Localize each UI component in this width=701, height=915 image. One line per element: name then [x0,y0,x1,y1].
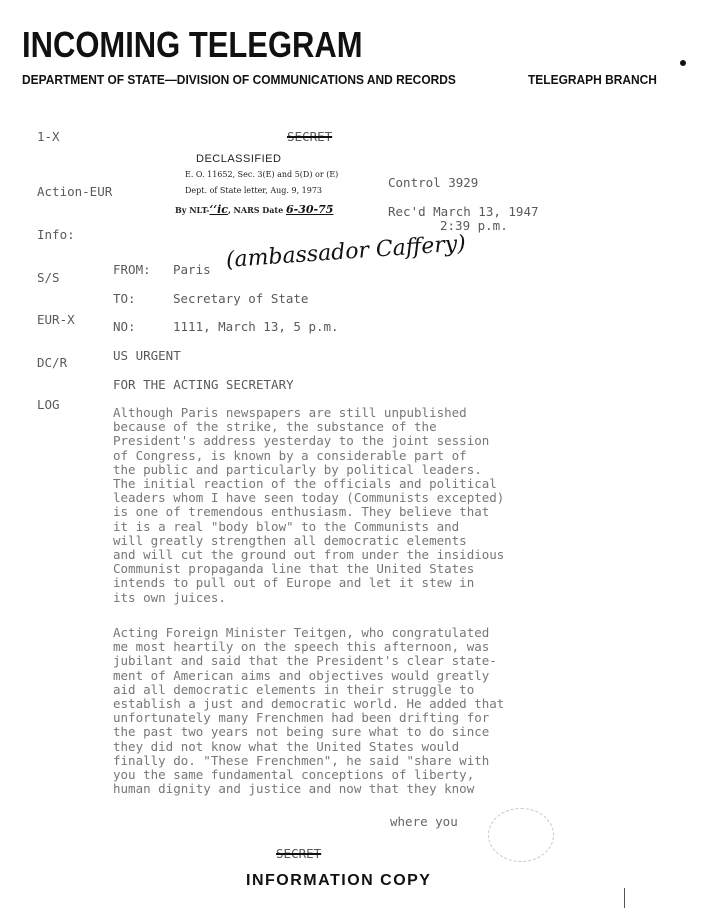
body-line: it is a real "body blow" to the Communists and [113,518,460,534]
by-label: By NLT- [175,205,210,215]
body-line: is one of tremendous enthusiasm. They believe that [113,504,490,520]
punch-dot [680,60,686,66]
number-label: NO: [113,319,136,334]
classification-top: SECRET [287,129,333,144]
serial-number: 1-X [37,129,60,144]
faint-stamp-mark [488,808,554,862]
body-line: Communist propaganda line that the United States [113,561,475,577]
body-line: leaders whom I have seen today (Communists excepted) [113,490,505,506]
body-line: unfortunately many Frenchmen had been drifting for [113,710,490,726]
continuation-text: where you [390,814,458,829]
routing-line: DC/R [37,354,68,370]
date-label: , NARS Date [227,205,284,215]
declassified-signature [175,203,333,216]
body-line: of Congress, is known by a considerable part of [113,447,467,463]
control-number: Control 3929 [388,175,479,190]
body-line: The initial reaction of the officials and political [113,476,497,492]
body-line: the public and particularly by political leaders. [113,461,482,477]
body-line: its own juices. [113,589,226,605]
by-value: ʻʻic [209,203,228,216]
classification-bottom: SECRET [276,846,322,861]
body-line: ment of American aims and objectives would greatly [113,667,490,683]
from-label: FROM: [113,262,151,277]
received-date: Rec'd March 13, 1947 [388,204,539,219]
declassified-letter: Dept. of State letter, Aug. 9, 1973 [185,186,323,195]
body-line: jubilant and said that the President's clear state- [113,653,497,669]
body-line: aid all democratic elements in their struggle to [113,681,475,697]
body-line: will greatly strengthen all democratic elements [113,532,467,548]
date-value: 6-30-75 [286,203,334,216]
number-value: 1111, March 13, 5 p.m. [173,319,339,334]
received-time: 2:39 p.m. [440,218,508,233]
body-line: you the same fundamental conceptions of liberty, [113,767,475,783]
to-label: TO: [113,291,136,306]
information-copy-label: INFORMATION COPY [246,872,432,889]
priority-label: US URGENT [113,348,181,363]
body-line: because of the strike, the substance of the [113,419,437,435]
body-line: the past two years not being sure what to do since [113,724,490,740]
routing-line: LOG [37,397,60,413]
routing-list [37,157,112,427]
edge-mark [624,888,625,908]
body-line: me most heartily on the speech this afternoon, was [113,639,490,655]
declassified-title: DECLASSIFIED [196,153,282,165]
body-line: President's address yesterday to the joint session [113,433,490,449]
routing-line: S/S [37,269,60,285]
body-line: they did not know what the United States would [113,738,460,754]
attention-line: FOR THE ACTING SECRETARY [113,377,294,392]
to-value: Secretary of State [173,291,309,306]
body-paragraph-1 [113,406,583,605]
branch-label: TELEGRAPH BRANCH [528,72,657,87]
body-line: and will cut the ground out from under the insidious [113,547,505,563]
body-line: finally do. "These Frenchmen", he said "share with [113,752,490,768]
routing-line: Info: [37,227,75,243]
body-line: establish a just and democratic world. He added that [113,696,505,712]
body-line: intends to pull out of Europe and let it stew in [113,575,475,591]
body-line: Acting Foreign Minister Teitgen, who congratulated [113,625,490,640]
department-line: DEPARTMENT OF STATE—DIVISION OF COMMUNICATIONS AND RECORDS [22,72,456,87]
from-value: Paris [173,262,211,277]
body-line: Although Paris newspapers are still unpublished [113,405,467,420]
handwritten-annotation: (ambassador Caffery) [225,231,467,273]
routing-line: EUR-X [37,312,75,328]
body-line: human dignity and justice and now that they know [113,781,475,797]
body-paragraph-2 [113,626,583,796]
declassified-authority: E. O. 11652, Sec. 3(E) and 5(D) or (E) [185,170,339,179]
telegram-title: INCOMING TELEGRAM [22,24,363,65]
routing-line: Action-EUR [37,184,113,200]
